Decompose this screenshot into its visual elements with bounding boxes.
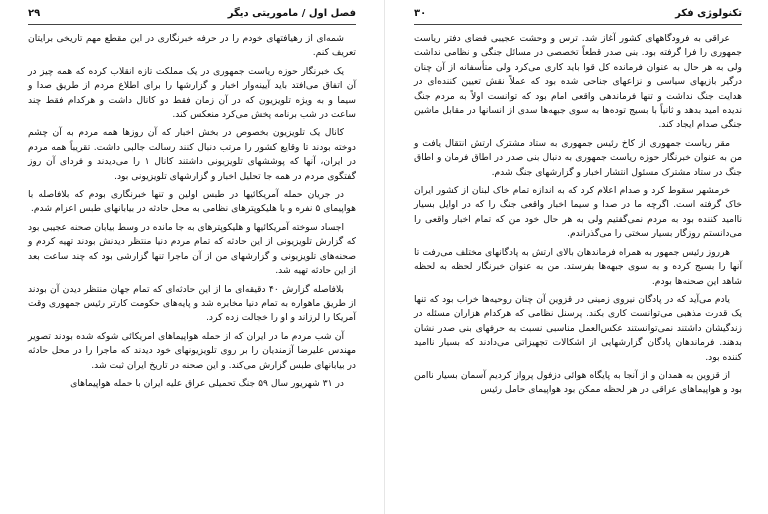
paragraph: هرروز رئیس جمهور به همراه فرماندهان بالای ارتش به پادگانهای مختلف می‌رفت تا آنها را بسیج کرده و به سوی جبهه‌ها بفرستد. من به عنوان خبرنگار لحظه به لحظه شاهد این صحنه‌ها بودم. <box>414 246 742 287</box>
paragraph: در جریان حمله آمریکائیها در طبس اولین و تنها خبرنگاری بودم که بلافاصله با هواپیمای ۵ نفره و با هلیکوپترهای نظامی به محل حادثه در بیابانهای طبس اعزام شدم. <box>28 189 356 215</box>
page-gutter <box>384 0 385 514</box>
right-page-header <box>408 8 748 24</box>
left-page-header <box>22 8 362 24</box>
left-page-body <box>28 32 356 508</box>
paragraph: کانال یک تلویزیون بخصوص در بخش اخبار که آن روزها همه مردم به آن چشم دوخته بودند تا وقایع کشور را مرتب دنبال کنند رسالت جالبی داشت. تقریباً همه مردم در ایران، آنها که پوششهای تلویزیونی داشتند کانال ۱ را می‌دیدند و فردای آن روز گفتگوی مردم در همه جا تحلیل اخبار و گزارشهای تلویزیونی بود. <box>28 127 356 182</box>
paragraph: آن شب مردم ما در ایران که از حمله هواپیماهای امریکائی شوکه شده بودند تصویر مهندس علیرضا آزمندیان را بر روی تلویزیونهای خود دیدند که ماجرا را در محل حادثه در بیابانهای طبس گزارش می‌کند. و این صحنه در تاریخ ایران ثبت شد. <box>28 330 356 371</box>
paragraph: عراقی به فرودگاههای کشور آغاز شد. ترس و وحشت عجیبی فضای دفتر ریاست جمهوری را فرا گرفته بود. بنی صدر قطعاً تخصصی در مسائل جنگی و نظامی نداشت ولی به هر حال به عنوان فرمانده کل قوا باید کاری می‌کرد ولی متأسفانه از آن چنان درگیر بازیهای سیاسی و نزاعهای جناحی شده بود که عملاً نقش تعیین کننده‌ای در هدایت جنگ نداشت و تنها فرماندهی واقعی امام بود که توانست اولاً به مردم جنگ ندیده امید بدهد و ثانیاً با بسیج توده‌ها به سوی جبهه‌ها سدی از انسانها در مقابل ماشین جنگی صدام ایجاد کند. <box>414 33 742 131</box>
paragraph: اجساد سوخته آمریکائیها و هلیکوپترهای به جا مانده در وسط بیابان صحنه عجیبی بود که گزارش تلویزیونی از این حادثه که تمام مردم دنیا منتظر دیدنش بودند تهیه کردم و صحنه‌های تلویزیونی و گزارشهای من از آن ماجرا تنها گزارشی بود که چند ساعت بعد از این حادثه تهیه شد. <box>28 221 356 277</box>
right-header-rule <box>414 24 742 25</box>
left-page-title: فصل اول / ماموریتی دیگر <box>227 8 356 19</box>
right-page-body <box>414 32 742 508</box>
paragraph: یادم می‌آید که در پادگان نیروی زمینی در قزوین آن چنان روحیه‌ها خراب بود که تنها یک قدرت مذهبی می‌توانست کاری بکند. پرسنل نظامی که هرکدام هزاران مسئله در زندگیشان داشتند نمی‌توانستند عکس‌العمل مناسبی نسبت به حرفهای بنی صدر نشان بدهند. فرماندهان پادگان گزارشهایی از اشکالات تجهیزاتی می‌دادند که بسیار ناامید کننده بود. <box>414 293 742 363</box>
left-page-number: ۲۹ <box>28 8 41 19</box>
left-page <box>22 0 362 514</box>
right-page-number: ۳۰ <box>414 8 427 19</box>
paragraph: یک خبرنگار حوزه ریاست جمهوری در یک مملکت تازه انقلاب کرده که همه چیز در آن اتفاق می‌افتد باید آیینه‌وار اخبار و گزارشها را برای اطلاع مردم از طریق صدا و سیما و به ویژه تلویزیون که در آن زمان فقط دو کانال داشت و هرکدام فقط چند ساعت در شب برنامه پخش می‌کرد منعکس کند. <box>28 65 356 121</box>
paragraph: خرمشهر سقوط کرد و صدام اعلام کرد که به اندازه تمام خاک لبنان از کشور ایران خاک گرفته است. اگرچه ما در صدا و سیما اخبار واقعی جنگ را که در اوایل بسیار ناامید کننده بود به مردم نمی‌گفتیم ولی به هر حال خود من که تمام اخبار واقعی را می‌دانستم روزگار بسیار سختی را می‌گذراندم. <box>414 185 742 240</box>
paragraph: مقر ریاست جمهوری از کاخ رئیس جمهوری به ستاد مشترک ارتش انتقال یافت و من به عنوان خبرنگار حوزه ریاست جمهوری به دنبال بنی صدر در اطاق فرمان و اطاق جنگ در ستاد مشترک مسئول انتشار اخبار و گزارشهای جنگ شدم. <box>414 137 742 178</box>
right-page-title: تکنولوژی فکر <box>675 8 742 19</box>
paragraph: در ۳۱ شهریور سال ۵۹ جنگ تحمیلی عراق علیه ایران با حمله هواپیماهای <box>70 377 344 389</box>
paragraph: بلافاصله گزارش ۴۰ دقیقه‌ای ما از این حادثه‌ای که تمام جهان منتظر دیدن آن بودند از طریق ماهواره به تمام دنیا مخابره شد و پایه‌های حکومت کارتر رئیس جمهوری وقت آمریکا را لرزاند و او را خجالت زده کرد. <box>28 283 356 324</box>
paragraph: از قزوین به همدان و از آنجا به پایگاه هوائی دزفول پرواز کردیم آسمان بسیار ناامن بود و هواپیماهای عراقی در هر لحظه ممکن بود هواپیمای حامل رئیس <box>414 369 742 396</box>
paragraph: شمه‌ای از رهیافتهای خودم را در حرفه خبرنگاری در این مقطع مهم تاریخی برایتان تعریف کنم. <box>28 33 356 59</box>
right-page <box>408 0 748 514</box>
left-header-rule <box>28 24 356 25</box>
